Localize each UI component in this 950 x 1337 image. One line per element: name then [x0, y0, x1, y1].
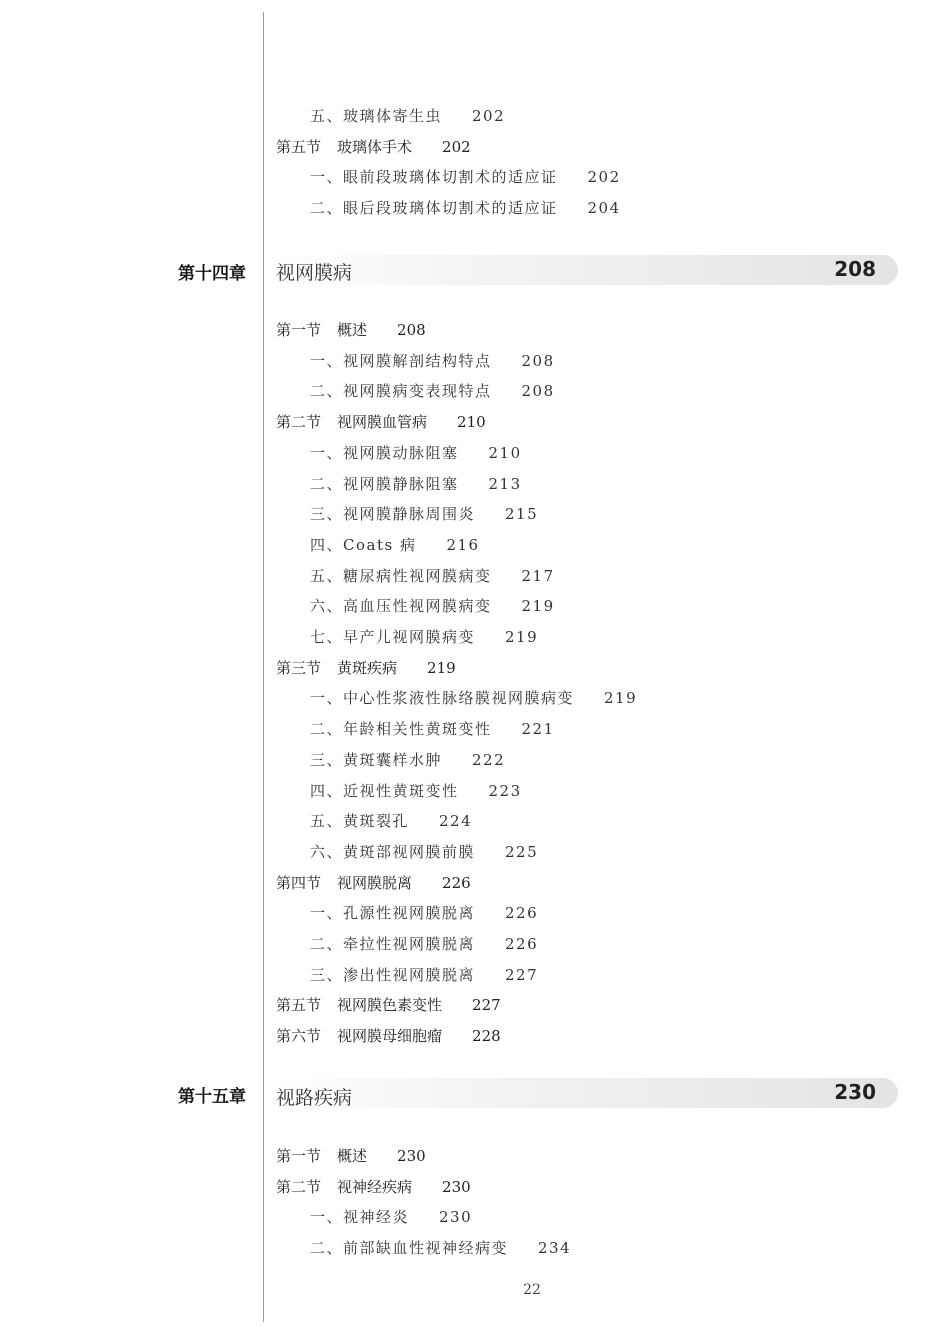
- item-label: 二、年龄相关性黄斑变性: [310, 720, 492, 739]
- item-label: 二、牵拉性视网膜脱离: [310, 935, 476, 953]
- toc-item[interactable]: [310, 443, 522, 463]
- section-title: 玻璃体手术: [337, 137, 413, 156]
- toc-item[interactable]: [310, 596, 555, 616]
- item-label: 七、早产儿视网膜病变: [310, 628, 476, 646]
- page-ref: 221: [521, 720, 555, 739]
- toc-item[interactable]: [310, 1238, 571, 1258]
- page-ref: 208: [521, 382, 555, 401]
- page-ref: 219: [427, 658, 456, 677]
- toc-item[interactable]: [310, 903, 538, 923]
- toc-item[interactable]: [310, 167, 621, 187]
- section-number: 第一节: [276, 1147, 322, 1165]
- chapter-label: 第十四章: [178, 264, 246, 284]
- toc-section[interactable]: [276, 1026, 501, 1046]
- toc-item[interactable]: [310, 781, 522, 801]
- page-ref: 208: [397, 321, 426, 339]
- chapter-band: [270, 255, 898, 285]
- page-ref: 219: [505, 628, 539, 646]
- toc-section[interactable]: [276, 412, 486, 432]
- chapter-band: [270, 1078, 898, 1108]
- page-number: 22: [523, 1282, 541, 1298]
- page-ref: 213: [488, 474, 522, 493]
- item-label: 一、眼前段玻璃体切割术的适应证: [310, 168, 558, 187]
- page-ref: 210: [488, 443, 522, 462]
- toc-item[interactable]: [310, 842, 538, 862]
- page-ref: 217: [521, 566, 555, 585]
- chapter-page: 230: [834, 1080, 876, 1104]
- page-ref: 230: [397, 1147, 426, 1165]
- page-ref: 226: [505, 904, 539, 923]
- section-number: 第二节: [276, 1177, 322, 1196]
- page-ref: 202: [442, 137, 471, 156]
- item-label: 一、孔源性视网膜脱离: [310, 904, 476, 923]
- page-ref: 223: [488, 781, 522, 800]
- page-ref: 202: [587, 168, 621, 187]
- item-label: 六、高血压性视网膜病变: [310, 597, 492, 616]
- page-ref: 224: [439, 812, 473, 831]
- section-number: 第二节: [276, 413, 322, 432]
- toc-item[interactable]: [310, 934, 538, 954]
- section-title: 视神经疾病: [337, 1177, 413, 1196]
- item-label: 二、视网膜病变表现特点: [310, 382, 492, 401]
- page-ref: 228: [472, 1027, 501, 1046]
- item-label: 六、黄斑部视网膜前膜: [310, 842, 476, 861]
- section-title: 概述: [337, 1147, 368, 1165]
- toc-item[interactable]: [310, 750, 505, 770]
- page-ref: 210: [457, 413, 486, 432]
- toc-item[interactable]: [310, 719, 555, 739]
- toc-item[interactable]: [310, 811, 472, 831]
- toc-item[interactable]: [310, 535, 480, 555]
- chapter-title[interactable]: 视路疾病: [276, 1087, 353, 1109]
- item-label: 四、近视性黄斑变性: [310, 781, 459, 800]
- item-label: 三、渗出性视网膜脱离: [310, 965, 476, 984]
- section-number: 第一节: [276, 321, 322, 339]
- page-ref: 230: [442, 1177, 471, 1196]
- toc-section[interactable]: [276, 995, 501, 1015]
- item-label: 五、糖尿病性视网膜病变: [310, 566, 492, 585]
- item-label: 二、视网膜静脉阻塞: [310, 474, 459, 493]
- section-title: 视网膜色素变性: [337, 996, 443, 1015]
- page-ref: 226: [505, 935, 539, 953]
- toc-section[interactable]: [276, 658, 456, 678]
- page-ref: 230: [439, 1208, 473, 1227]
- page-ref: 227: [505, 965, 539, 984]
- toc-item[interactable]: [310, 627, 538, 647]
- item-label: 五、玻璃体寄生虫: [310, 107, 443, 125]
- section-title: 黄斑疾病: [337, 658, 398, 677]
- item-label: 一、中心性浆液性脉络膜视网膜病变: [310, 689, 575, 708]
- toc-item[interactable]: [310, 504, 538, 524]
- section-title: 视网膜血管病: [337, 413, 428, 432]
- toc-item[interactable]: [310, 474, 522, 494]
- page-ref: 234: [538, 1239, 572, 1258]
- toc-item[interactable]: [310, 198, 621, 218]
- toc-item[interactable]: [310, 965, 538, 985]
- toc-item[interactable]: [310, 566, 555, 586]
- toc-section[interactable]: [276, 137, 471, 157]
- item-label: 二、眼后段玻璃体切割术的适应证: [310, 199, 558, 218]
- section-number: 第六节: [276, 1027, 322, 1046]
- section-number: 第五节: [276, 996, 322, 1015]
- section-title: 视网膜脱离: [337, 873, 413, 892]
- item-label: 三、视网膜静脉周围炎: [310, 505, 476, 524]
- page-ref: 208: [521, 351, 555, 370]
- toc-item[interactable]: [310, 351, 555, 371]
- toc-item[interactable]: [310, 106, 505, 126]
- chapter-title[interactable]: 视网膜病: [276, 262, 353, 284]
- page-ref: 219: [521, 597, 555, 616]
- chapter-label: 第十五章: [178, 1087, 246, 1107]
- item-label: 一、视网膜动脉阻塞: [310, 443, 459, 462]
- page-ref: 219: [604, 689, 638, 708]
- item-label: 五、黄斑裂孔: [310, 812, 410, 831]
- item-label: 一、视神经炎: [310, 1208, 410, 1227]
- section-number: 第五节: [276, 137, 322, 156]
- page-ref: 204: [587, 199, 621, 218]
- toc-item[interactable]: [310, 688, 637, 708]
- margin-rule: [263, 12, 264, 1322]
- section-number: 第四节: [276, 873, 322, 892]
- section-title: 视网膜母细胞瘤: [337, 1027, 443, 1046]
- page-ref: 222: [472, 750, 506, 769]
- toc-section[interactable]: [276, 320, 426, 340]
- toc-section[interactable]: [276, 1146, 426, 1166]
- item-label: 三、黄斑囊样水肿: [310, 750, 443, 769]
- page-ref: 216: [446, 535, 480, 554]
- chapter-page: 208: [834, 257, 876, 281]
- toc-item[interactable]: [310, 1207, 472, 1227]
- page-ref: 227: [472, 996, 501, 1015]
- item-label: 二、前部缺血性视神经病变: [310, 1239, 509, 1258]
- section-number: 第三节: [276, 658, 322, 677]
- section-title: 概述: [337, 321, 368, 339]
- page-ref: 225: [505, 842, 539, 861]
- page-ref: 226: [442, 873, 471, 892]
- page-ref: 202: [472, 107, 506, 125]
- item-label: 一、视网膜解剖结构特点: [310, 351, 492, 370]
- page-ref: 215: [505, 505, 539, 524]
- toc-section[interactable]: [276, 873, 471, 893]
- toc-item[interactable]: [310, 381, 555, 401]
- toc-section[interactable]: [276, 1177, 471, 1197]
- item-label: 四、Coats 病: [310, 535, 417, 554]
